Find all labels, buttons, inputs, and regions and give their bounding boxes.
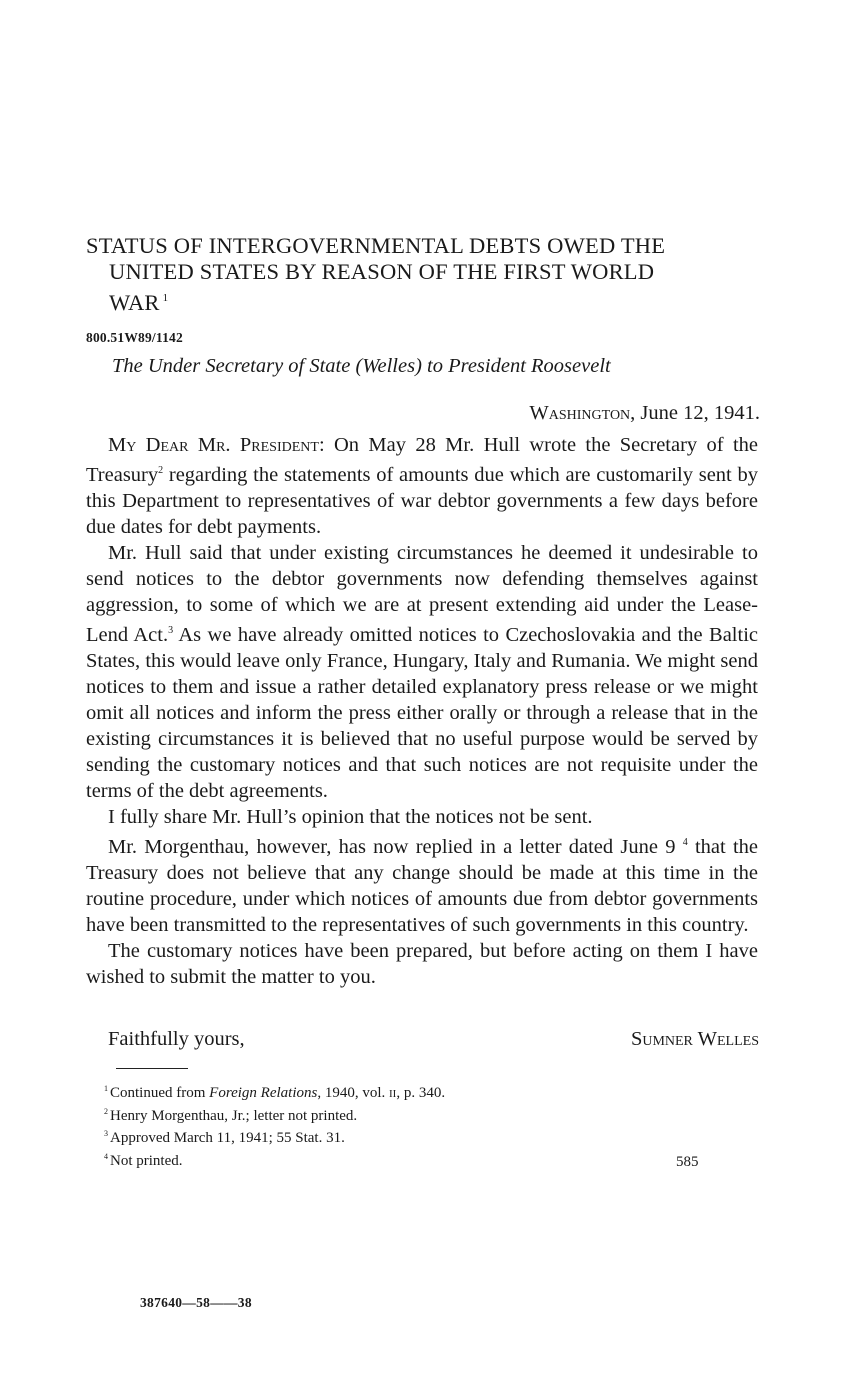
salutation: My Dear Mr. President [108,434,319,456]
footnote-4 [104,1148,445,1171]
footnote-divider [116,1068,188,1069]
title-line-1: STATUS OF INTERGOVERNMENTAL DEBTS OWED THE [86,233,666,258]
paragraph-1-text-b: regarding the statements of amounts due which are customarily sent by this Department to representatives of war debtor governments a few days before due dates for debt payments. [86,464,758,538]
footnote-ref-3: 3 [168,625,174,636]
title-line-3-text: WAR [109,290,160,315]
title-footnote-ref: 1 [162,292,169,304]
paragraph-5: The customary notices have been prepared, but before acting on them I have wished to submit the matter to you. [86,940,758,988]
footnote-1-number: 1 [104,1084,108,1093]
paragraph-1 [86,432,758,540]
dateline-place: Washington [529,402,631,424]
footnote-4-number: 4 [104,1151,108,1161]
page-number: 585 [676,1154,699,1170]
footnote-1-text-b: , 1940, vol. [317,1085,390,1101]
footnote-ref-2: 2 [158,465,164,476]
paragraph-4-text-b: that the Treasury does not believe that any change should be made at this time in the routine procedure, under which notices of amounts due from debtor governments have been transmitted to the representatives of such governments in this country. [86,836,759,936]
footnote-3 [104,1125,445,1148]
footnote-3-number: 3 [104,1129,108,1138]
footnote-4-text: Not printed. [110,1152,183,1169]
paragraph-3: I fully share Mr. Hull’s opinion that the notices not be sent. [108,806,593,828]
paragraph-4-text-a: Mr. Morgenthau, however, has now replied in a letter dated June 9 [108,836,676,858]
print-code: 387640—58——38 [140,1295,252,1310]
footnote-1 [104,1080,445,1103]
footnote-1-italic: Foreign Relations [209,1085,318,1101]
footnote-1-text-a: Continued from [110,1085,210,1101]
closing: Faithfully yours, [108,1028,245,1050]
footnote-2 [104,1103,445,1126]
dateline-date: , June 12, 1941. [630,402,760,424]
title-line-3 [86,285,766,316]
document-heading: The Under Secretary of State (Welles) to President Roosevelt [112,355,611,377]
footnotes [104,1080,445,1170]
title-line-2: UNITED STATES BY REASON OF THE FIRST WORLD [109,259,655,284]
footnote-2-text: Henry Morgenthau, Jr.; letter not printed. [110,1107,358,1124]
document-title [86,233,766,316]
footnote-1-volume: ii [389,1085,397,1101]
paragraph-1-text-a: : On May 28 Mr. Hull wrote the Secretary of the Treasury [86,434,758,486]
letter-body [86,432,758,990]
signature: Sumner Welles [630,1028,759,1050]
paragraph-2 [86,540,758,804]
footnote-1-text-c: , p. 340. [396,1085,446,1101]
paragraph-2-text-a: Mr. Hull said that under existing circumstances he deemed it undesirable to send notices to the debtor governments now defending themselves against aggression, to some of which we are at present extending aid under the Lease-Lend Act. [86,542,758,646]
dateline [529,402,760,425]
file-number: 800.51W89/1142 [86,330,183,345]
paragraph-2-text-b: As we have already omitted notices to Czechoslovakia and the Baltic States, this would leave only France, Hungary, Italy and Rumania. We might send notices to them and issue a rather detailed explanatory press release or we might omit all notices and inform the press either orally or through a release that in the existing circumstances it is believed that no useful purpose would be served by sending the customary notices and that such notices are not requisite under the terms of the debt agreements. [86,624,758,802]
footnote-ref-4: 4 [682,837,688,848]
footnote-3-text: Approved March 11, 1941; 55 Stat. 31. [110,1130,345,1146]
paragraph-4 [86,830,758,938]
footnote-2-number: 2 [104,1106,108,1116]
